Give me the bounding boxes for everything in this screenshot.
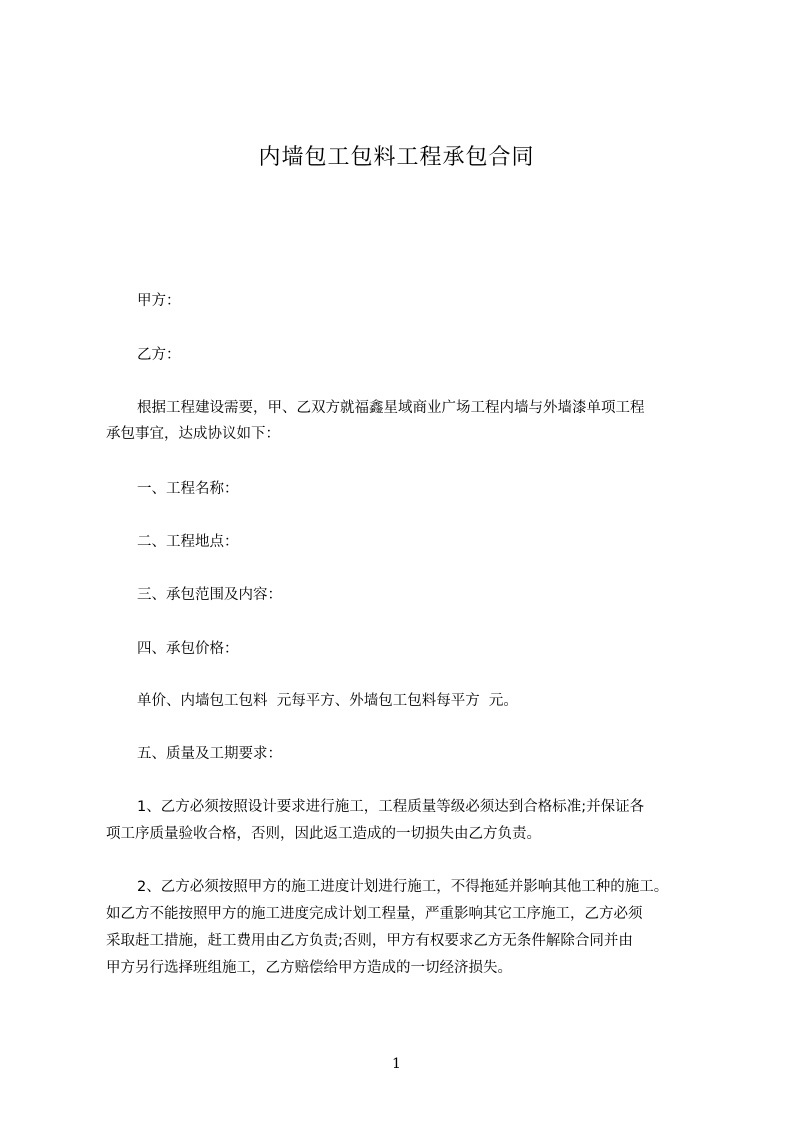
- intro-line-2: 承包事宜，达成协议如下：: [106, 426, 280, 442]
- party-b-label: 乙方：: [137, 347, 181, 363]
- clause-1-line-2: 项工序质量验收合格，否则，因此返工造成的一切损失由乙方负责。: [106, 826, 541, 842]
- section-2-heading: 二、工程地点：: [137, 534, 239, 550]
- document-title: 内墙包工包料工程承包合同: [258, 145, 535, 170]
- clause-2-line-3: 采取赶工措施，赶工费用由乙方负责;否则，甲方有权要求乙方无条件解除合同并由: [106, 933, 633, 949]
- price-line: 单价、内墙包工包料 元每平方、外墙包工包料每平方 元。: [137, 693, 518, 709]
- intro-line-1: 根据工程建设需要，甲、乙双方就福鑫星域商业广场工程内墙与外墙漆单项工程: [137, 400, 645, 416]
- clause-1-line-1: 1、乙方必须按照设计要求进行施工，工程质量等级必须达到合格标准;并保证各: [137, 799, 645, 815]
- section-3-heading: 三、承包范围及内容：: [137, 587, 282, 603]
- clause-2-line-1: 2、乙方必须按照甲方的施工进度计划进行施工，不得拖延并影响其他工种的施工。: [137, 879, 669, 895]
- clause-2-line-2: 如乙方不能按照甲方的施工进度完成计划工程量，严重影响其它工序施工，乙方必须: [106, 906, 643, 922]
- section-5-heading: 五、质量及工期要求：: [137, 746, 282, 762]
- page-number: 1: [392, 1056, 401, 1072]
- party-a-label: 甲方：: [137, 293, 181, 309]
- section-1-heading: 一、工程名称：: [137, 481, 239, 497]
- section-4-heading: 四、承包价格：: [137, 641, 239, 657]
- clause-2-line-4: 甲方另行选择班组施工，乙方赔偿给甲方造成的一切经济损失。: [106, 960, 512, 976]
